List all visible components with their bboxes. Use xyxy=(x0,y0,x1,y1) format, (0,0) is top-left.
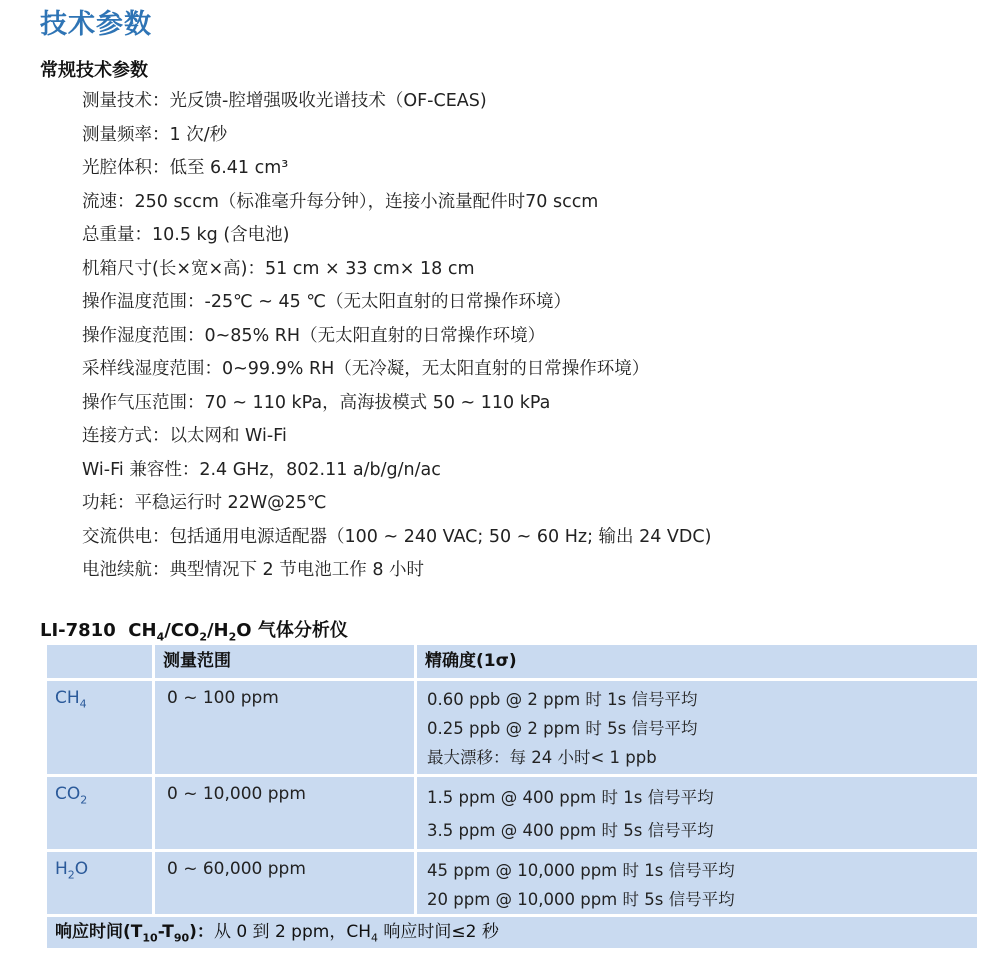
gas-cell: $CH_4$ xyxy=(47,681,152,774)
spec-item: 功耗：平稳运行时 22W@25℃ xyxy=(82,493,327,513)
precision-line: 最大漂移：每 24 小时< 1 ppb xyxy=(427,748,657,767)
precision-cell xyxy=(417,852,977,914)
precision-cell xyxy=(417,777,977,849)
precision-line: 20 ppm @ 10,000 ppm 时 5s 信号平均 xyxy=(427,890,735,909)
spec-item: 操作温度范围：-25℃ ~ 45 ℃（无太阳直射的日常操作环境） xyxy=(82,292,572,312)
gas-cell: $CO_2$ xyxy=(47,777,152,849)
response-time-cell: 响应时间$(T_{10}-T_{90})$：从 0 到 2 ppm，$CH_4$ 响应时间≤2 秒 xyxy=(47,917,977,948)
spec-item: 总重量：10.5 kg (含电池) xyxy=(82,225,290,245)
spec-item: 操作湿度范围：0~85% RH（无太阳直射的日常操作环境） xyxy=(82,325,546,346)
precision-cell xyxy=(417,681,977,774)
spec-item: 光腔体积：低至 6.41 cm³ xyxy=(82,158,289,178)
precision-line: 0.60 ppb @ 2 ppm 时 1s 信号平均 xyxy=(427,690,698,709)
table-row xyxy=(47,777,977,849)
range-cell: 0 ~ 100 ppm xyxy=(155,681,414,774)
gas-cell: $H_2O$ xyxy=(47,852,152,914)
table-row xyxy=(47,681,977,774)
table-row xyxy=(47,852,977,914)
spec-item: 交流供电：包括通用电源适配器（100 ~ 240 VAC; 50 ~ 60 Hz; 输出 24 VDC) xyxy=(82,526,712,547)
spec-item: 测量技术：光反馈-腔增强吸收光谱技术（OF-CEAS) xyxy=(82,91,487,111)
range-cell: 0 ~ 60,000 ppm xyxy=(155,852,414,914)
spec-item: 机箱尺寸(长×宽×高)：51 cm × 33 cm× 18 cm xyxy=(82,258,475,279)
page-title: 技术参数 xyxy=(40,9,152,40)
range-cell: 0 ~ 10,000 ppm xyxy=(155,777,414,849)
header-cell-precision: 精确度(1σ) xyxy=(417,645,977,678)
precision-line: 3.5 ppm @ 400 ppm 时 5s 信号平均 xyxy=(427,821,714,840)
spec-item: Wi-Fi 兼容性：2.4 GHz，802.11 a/b/g/n/ac xyxy=(82,459,441,480)
precision-line: 0.25 ppb @ 2 ppm 时 5s 信号平均 xyxy=(427,719,698,738)
section-title: 常规技术参数 xyxy=(40,60,148,81)
precision-line: 45 ppm @ 10,000 ppm 时 1s 信号平均 xyxy=(427,861,735,880)
spec-table xyxy=(47,645,977,948)
table-header-row xyxy=(47,645,977,678)
table-title: LI-7810 $CH_4/CO_2/H_2O$ 气体分析仪 xyxy=(40,620,348,644)
header-cell-range: 测量范围 xyxy=(155,645,414,678)
spec-list xyxy=(82,86,711,589)
precision-line: 1.5 ppm @ 400 ppm 时 1s 信号平均 xyxy=(427,788,714,807)
spec-item: 电池续航：典型情况下 2 节电池工作 8 小时 xyxy=(82,560,425,580)
spec-item: 操作气压范围：70 ~ 110 kPa，高海拔模式 50 ~ 110 kPa xyxy=(82,392,551,413)
spec-item: 连接方式：以太网和 Wi-Fi xyxy=(82,426,287,446)
spec-item: 流速：250 sccm（标准毫升每分钟），连接小流量配件时70 sccm xyxy=(82,191,599,212)
table-footer-row xyxy=(47,917,977,948)
spec-item: 测量频率：1 次/秒 xyxy=(82,124,228,145)
header-cell-gas xyxy=(47,645,152,678)
spec-item: 采样线湿度范围：0~99.9% RH（无冷凝，无太阳直射的日常操作环境） xyxy=(82,359,650,379)
